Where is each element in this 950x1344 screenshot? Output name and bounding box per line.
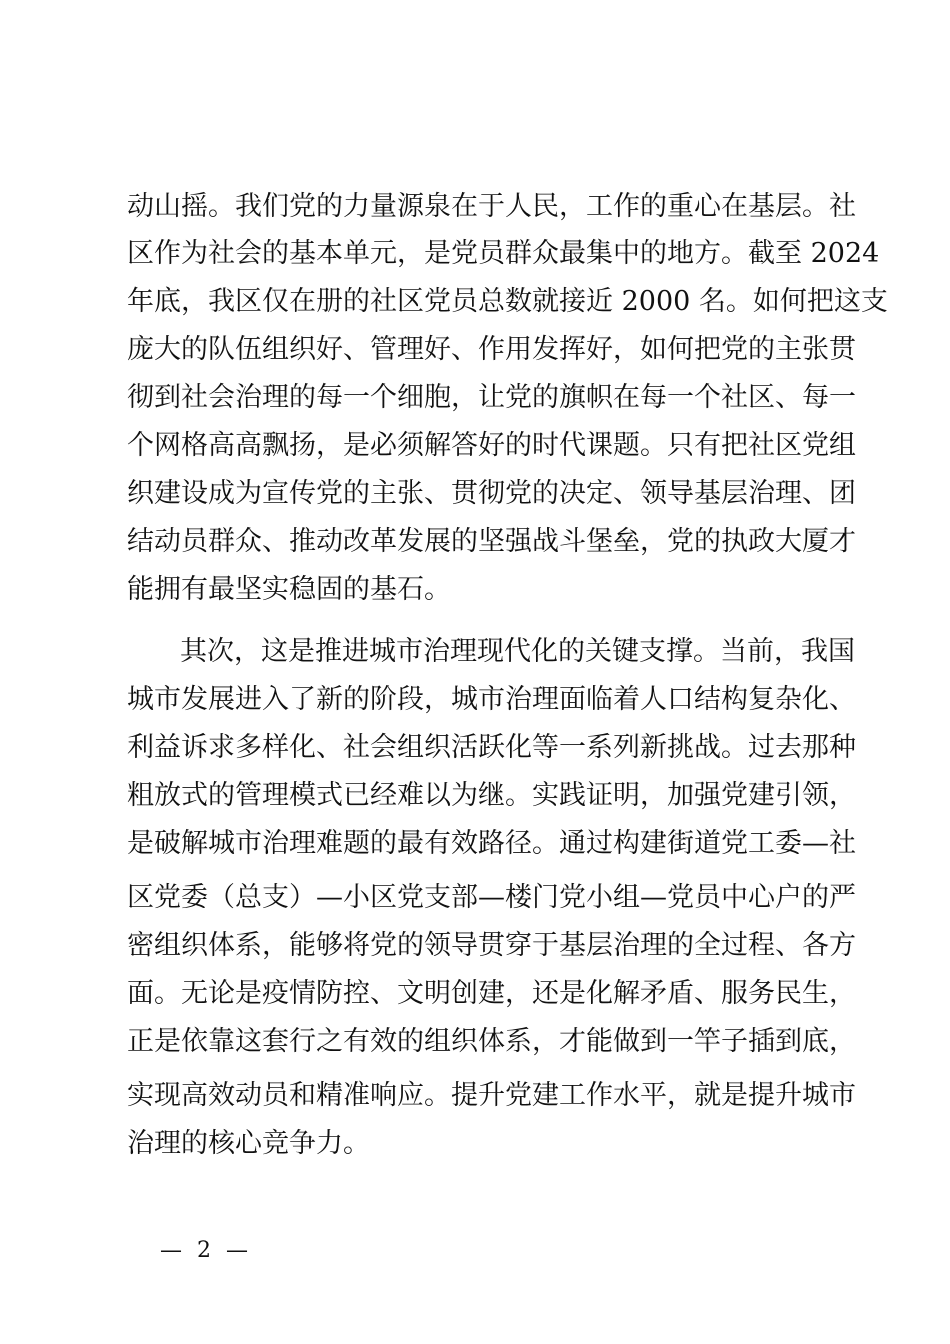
paragraph-2-line-8: 面。无论是疫情防控、文明创建，还是化解矛盾、服务民生，	[127, 978, 856, 1009]
paragraph-2-line-9: 正是依靠这套行之有效的组织体系，才能做到一竿子插到底，	[127, 1026, 856, 1057]
paragraph-1-line-2: 区作为社会的基本单元，是党员群众最集中的地方。截至 2024	[127, 238, 880, 269]
paragraph-2-line-7: 密组织体系，能够将党的领导贯穿于基层治理的全过程、各方	[127, 930, 856, 961]
paragraph-2-line-5: 是破解城市治理难题的最有效路径。通过构建街道党工委—社	[127, 828, 856, 859]
page-number: — 2 —	[160, 1238, 252, 1263]
paragraph-1-line-4: 庞大的队伍组织好、管理好、作用发挥好，如何把党的主张贯	[127, 334, 856, 365]
paragraph-1-line-1: 动山摇。我们党的力量源泉在于人民，工作的重心在基层。社	[127, 191, 856, 222]
paragraph-2-line-4: 粗放式的管理模式已经难以为继。实践证明，加强党建引领，	[127, 780, 856, 811]
paragraph-2-line-1: 其次，这是推进城市治理现代化的关键支撑。当前，我国	[180, 636, 855, 667]
paragraph-2-line-11: 治理的核心竞争力。	[127, 1128, 370, 1159]
paragraph-2-line-2: 城市发展进入了新的阶段，城市治理面临着人口结构复杂化、	[127, 684, 856, 715]
paragraph-1-line-6: 个网格高高飘扬，是必须解答好的时代课题。只有把社区党组	[127, 430, 856, 461]
paragraph-1-line-8: 结动员群众、推动改革发展的坚强战斗堡垒，党的执政大厦才	[127, 526, 856, 557]
paragraph-2-line-10: 实现高效动员和精准响应。提升党建工作水平，就是提升城市	[127, 1080, 856, 1111]
paragraph-2-line-3: 利益诉求多样化、社会组织活跃化等一系列新挑战。过去那种	[127, 732, 856, 763]
paragraph-1-line-5: 彻到社会治理的每一个细胞，让党的旗帜在每一个社区、每一	[127, 382, 856, 413]
paragraph-1-line-7: 织建设成为宣传党的主张、贯彻党的决定、领导基层治理、团	[127, 478, 856, 509]
paragraph-1-line-9: 能拥有最坚实稳固的基石。	[127, 574, 451, 605]
paragraph-2-line-6: 区党委（总支）—小区党支部—楼门党小组—党员中心户的严	[127, 882, 856, 913]
paragraph-1-line-3: 年底，我区仅在册的社区党员总数就接近 2000 名。如何把这支	[127, 286, 888, 317]
